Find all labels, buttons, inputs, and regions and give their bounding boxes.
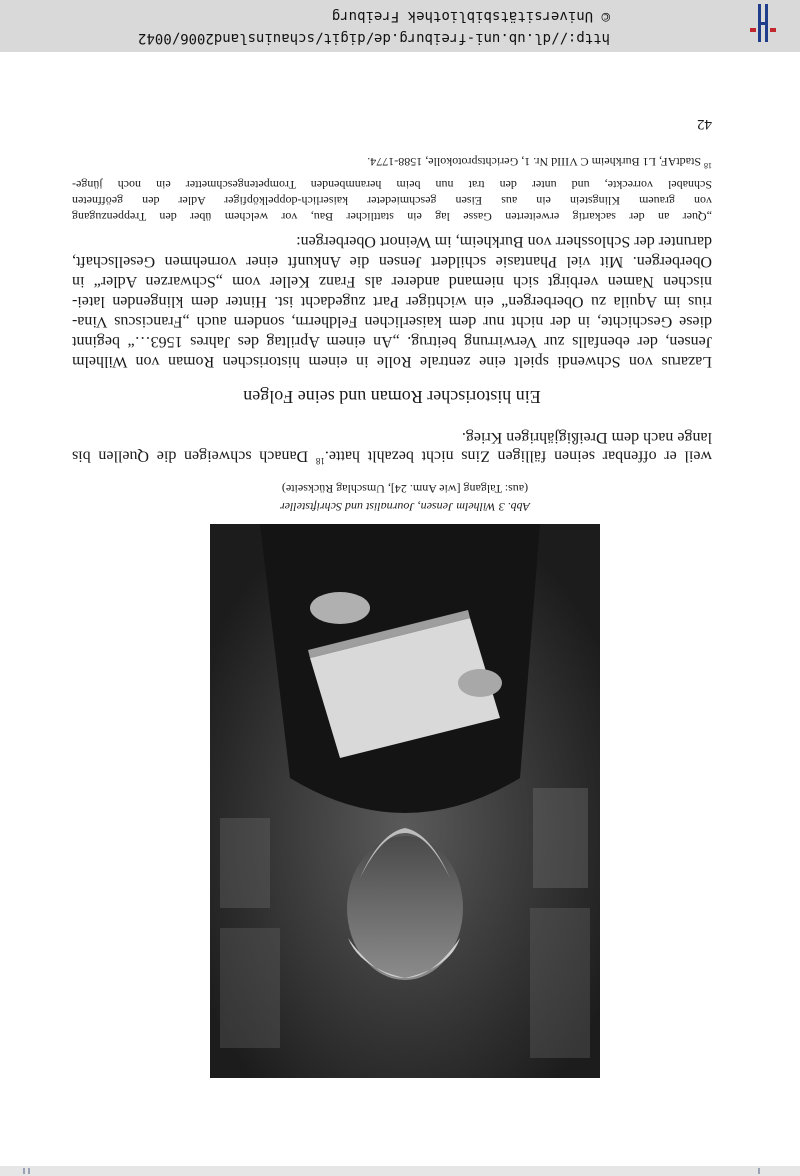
body-text-line: lange nach dem Dreißigjährigen Krieg. — [461, 429, 712, 446]
body-text-line: Lazarus von Schwendi spielt eine zentrale Rolle in einem historischen Roman von Wilhelm — [72, 353, 712, 370]
header-url[interactable]: http://dl.ub.uni-freiburg.de/digit/schauinsland2006/0042 — [137, 30, 610, 46]
section-heading: Ein historischer Roman und seine Folgen — [243, 387, 541, 407]
photo-image — [210, 524, 600, 1078]
toolbar-mark — [758, 1168, 760, 1174]
quote-line: Schnabel vorreckte, und unter den trat nun beim heranmbenden Trompetengeschmetter ein noch jünge- — [72, 178, 712, 192]
footnote-ref: 18 — [315, 456, 325, 466]
body-text-line: nischen Namen verbirgt sich niemand anderer als Franz Keller vom „Schwarzen Adler“ in — [72, 273, 712, 290]
body-text-line — [72, 447, 712, 466]
quote-line: „Quer an der sackartig erweiterten Gasse lag ein stattlicher Bau, vor welchem über den Treppenzugang — [72, 210, 712, 224]
portrait-photograph — [210, 524, 600, 1078]
toolbar-mark — [28, 1168, 30, 1174]
library-header-bar — [0, 0, 800, 52]
figure-caption-source: (aus: Talgang [wie Anm. 24], Umschlag Rückseite) — [281, 482, 529, 496]
bottom-toolbar-strip — [0, 1166, 800, 1176]
body-text-line: Jensen, der ebenfalls zur Verwirrung beitrug. „An einem Apriltag des Jahres 1563…“ beginnt — [72, 333, 712, 350]
footnote-number: 18 — [704, 161, 712, 170]
body-text-line: diese Geschichte, in der nicht nur dem kaiserlichen Feldherrn, sondern auch „Franciscus Vina- — [72, 313, 712, 330]
figure-caption: Abb. 3 Wilhelm Jensen, Journalist und Schriftsteller — [280, 500, 530, 514]
body-text-line: rius im Aquila zu Oberbergen“ ein wichtiger Part zugedacht ist. Hinter dem klingenden latei- — [72, 293, 712, 310]
page-number: 42 — [697, 116, 712, 132]
header-copyright: © Universitätsbibliothek Freiburg — [331, 8, 610, 24]
toolbar-mark — [23, 1168, 25, 1174]
body-text-line: Oberbergen. Mit viel Phantasie schildert Jensen die Ankunft einer vornehmen Gesellschaft, — [72, 253, 712, 270]
footnote — [367, 154, 712, 170]
intro-text: weil er offenbar seinen fälligen Zins nicht bezahlt hatte. — [324, 447, 712, 465]
quote-line: von grauem Klingstein ein aus Eisen geschmiedeter kaiserlich-doppelköpfiger Adler den geöffneten — [72, 194, 712, 208]
intro-text-tail: Danach schweigen die Quellen bis — [72, 447, 316, 465]
university-logo-icon — [746, 4, 780, 42]
footnote-text: StadtAF, L1 Burkheim C VIIId Nr. 1, Gerichtsprotokolle, 1588-1774. — [367, 155, 701, 169]
body-text-line: darunter der Schlossherr von Burkheim, im Weinort Oberbergen: — [296, 233, 712, 250]
